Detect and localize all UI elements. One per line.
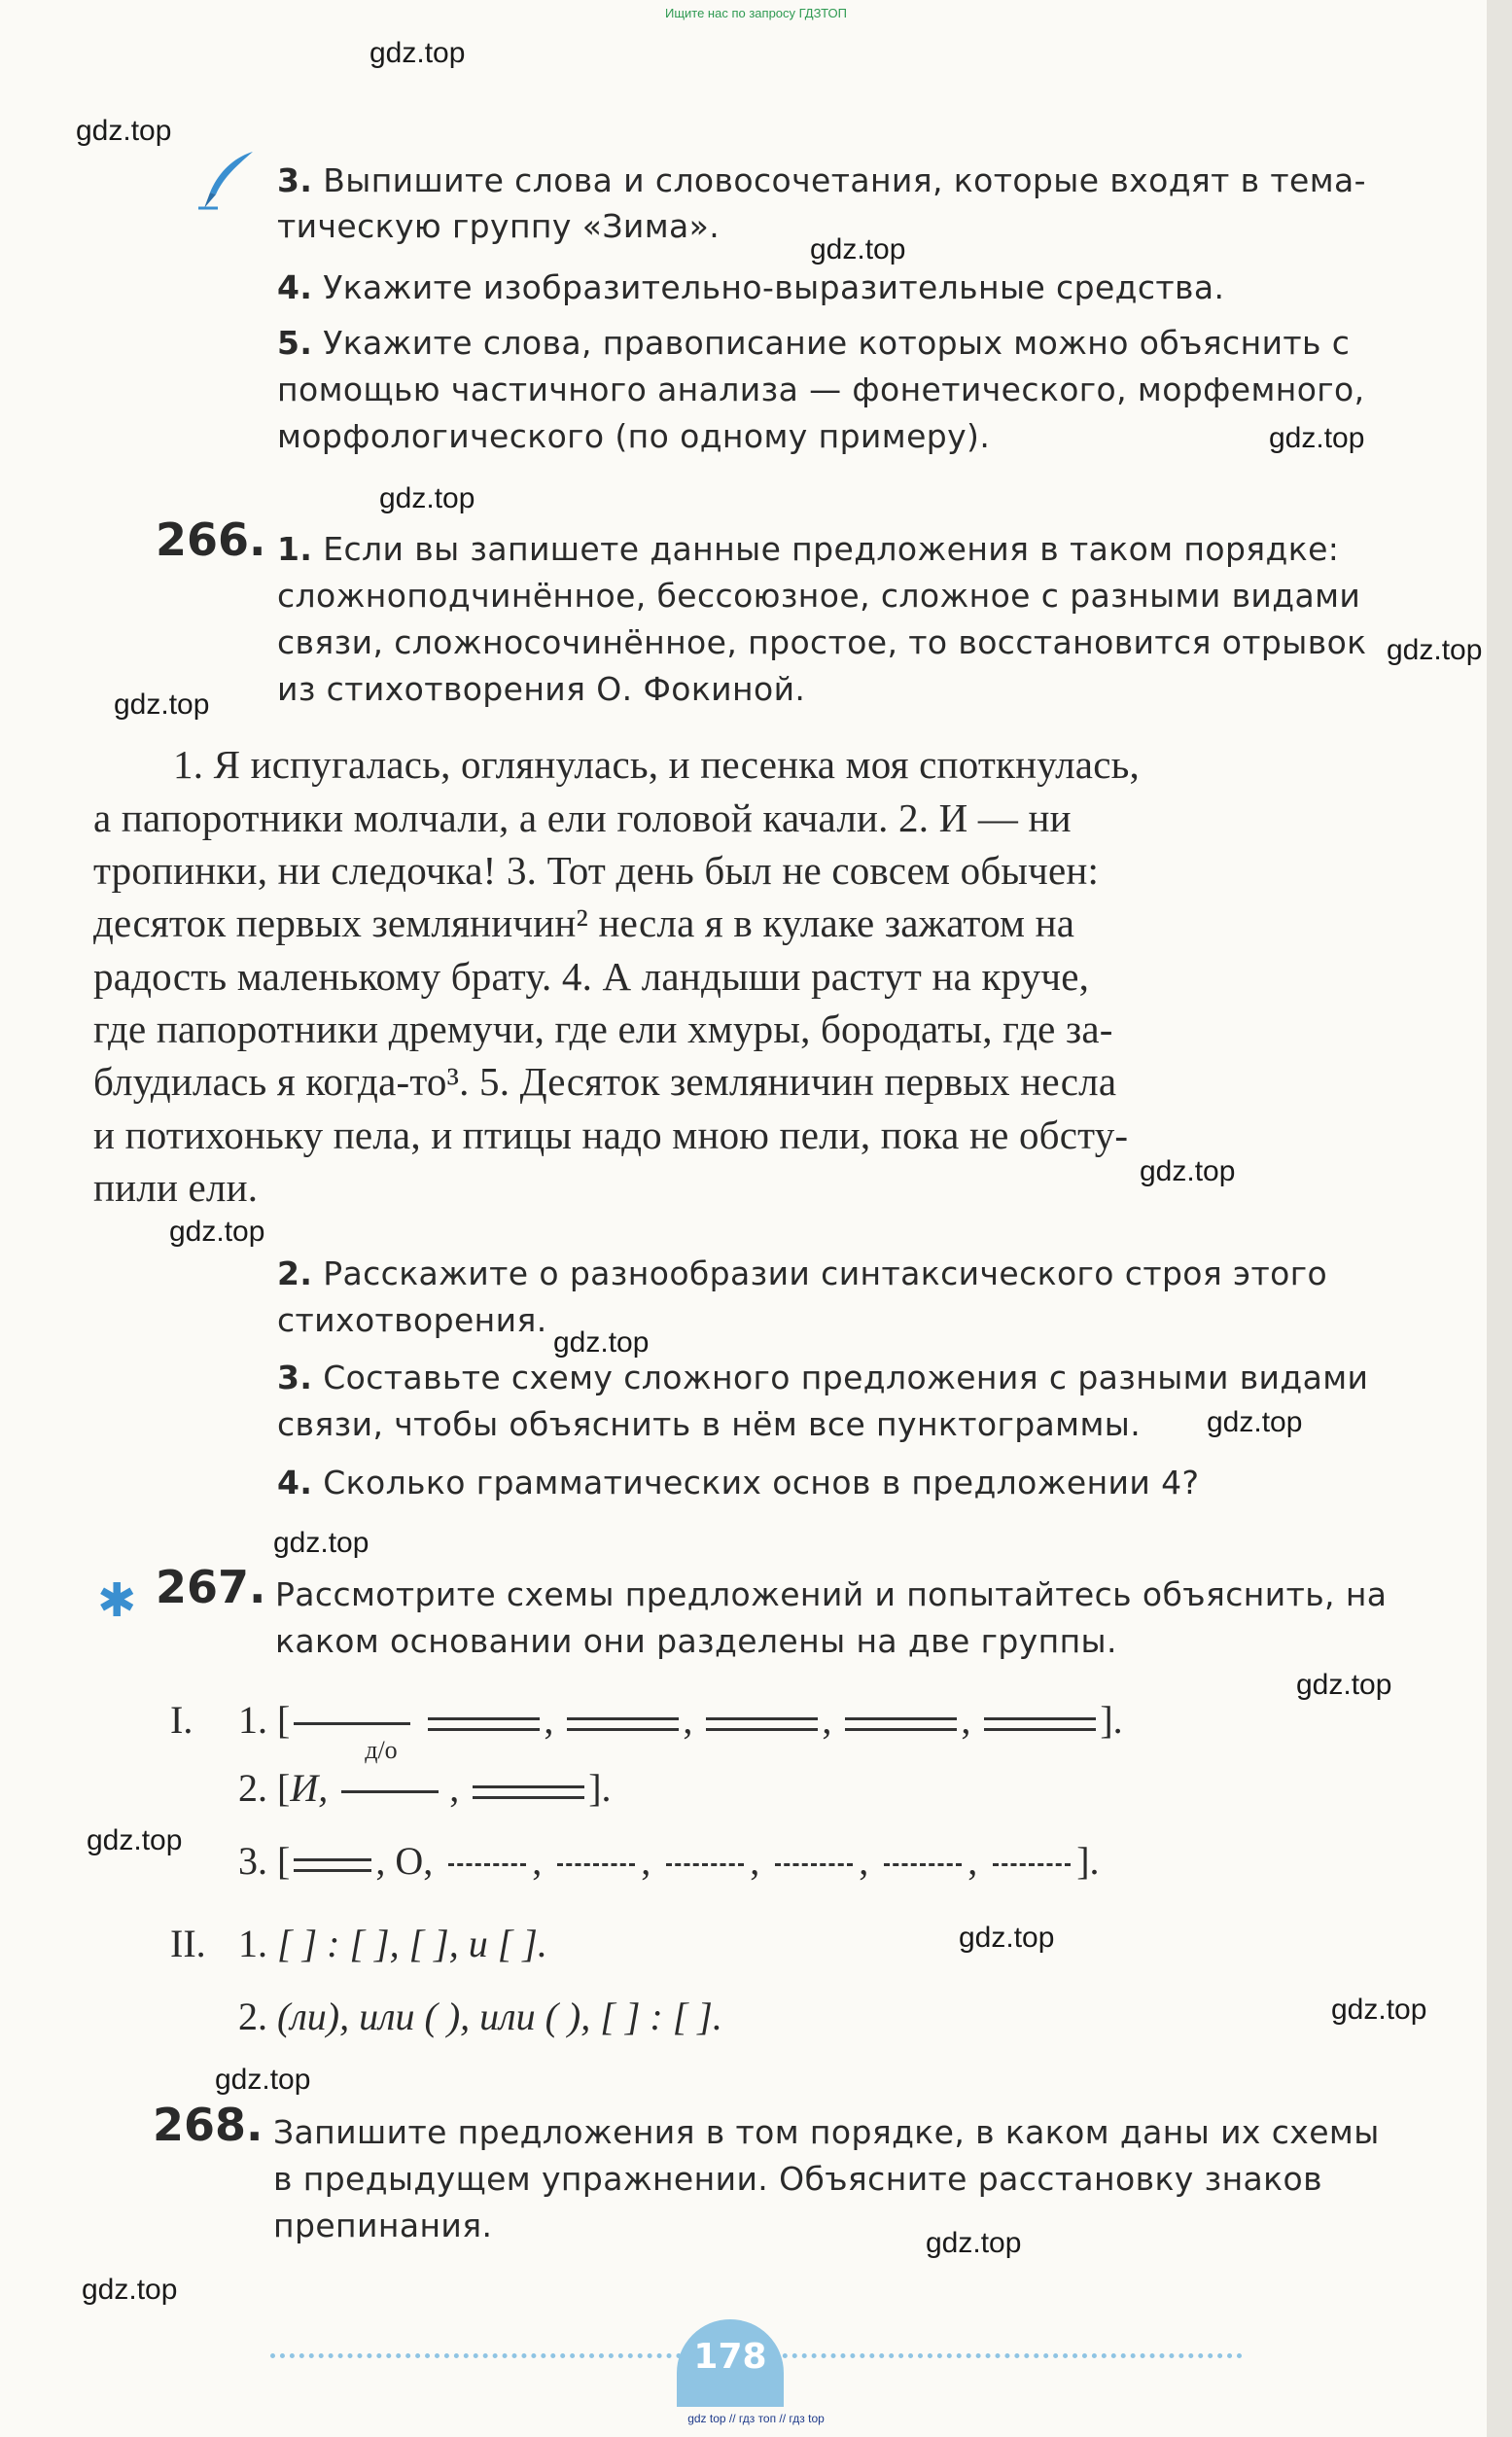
- watermark: gdz.top: [810, 233, 906, 265]
- poem-line: тропинки, ни следочка! 3. Тот день был не совсем обычен:: [93, 848, 1100, 893]
- watermark: gdz.top: [82, 2274, 178, 2306]
- watermark: gdz.top: [1140, 1155, 1236, 1187]
- scheme-row: 3. [ , О, , , , , , ].: [238, 1839, 1100, 1883]
- task-item: 3. Составьте схему сложного предложения с разными видами: [277, 1359, 1369, 1396]
- page-number: 178: [677, 2319, 784, 2407]
- poem-line: блудилась я когда-то³. 5. Десяток земляничин первых несла: [93, 1059, 1117, 1104]
- scheme-row: 2. (ли), или ( ), или ( ), [ ] : [ ].: [238, 1995, 722, 2038]
- watermark: gdz.top: [1331, 1994, 1427, 2026]
- exercise-number: 266.: [156, 513, 266, 566]
- watermark: gdz.top: [215, 2064, 311, 2096]
- header-note: Ищите нас по запросу ГДЗТОП: [664, 6, 847, 20]
- task-item-line: помощью частичного анализа — фонетического, морфемного,: [277, 371, 1365, 408]
- task-item-line: связи, чтобы объяснить в нём все пунктограммы.: [277, 1405, 1142, 1443]
- poem-line: и потихоньку пела, и птицы надо мною пели, пока не обсту-: [93, 1113, 1129, 1157]
- task-item: 2. Расскажите о разнообразии синтаксического строя этого: [277, 1254, 1328, 1292]
- exercise-text: Запишите предложения в том порядке, в каком даны их схемы: [273, 2113, 1380, 2151]
- exercise-number: 267.: [156, 1561, 266, 1613]
- watermark: gdz.top: [1296, 1669, 1392, 1701]
- page-edge: [1487, 0, 1512, 2437]
- scheme-row: 1. [ ] : [ ], [ ], и [ ].: [238, 1922, 547, 1965]
- exercise-intro: 1. Если вы запишете данные предложения в таком порядке:: [277, 530, 1340, 568]
- task-item: 4. Укажите изобразительно-выразительные средства.: [277, 268, 1225, 306]
- task-item: 4. Сколько грамматических основ в предложении 4?: [277, 1464, 1200, 1501]
- poem-line: десяток первых земляничин² несла я в кулаке зажатом на: [93, 901, 1075, 945]
- quill-pen-icon: [194, 148, 263, 216]
- watermark: gdz.top: [273, 1527, 369, 1559]
- footer-note: gdz top // гдз топ // гдз top: [687, 2412, 825, 2425]
- scheme-group-label: II.: [170, 1922, 206, 1965]
- poem-line: пили ели.: [93, 1165, 259, 1210]
- watermark: gdz.top: [169, 1216, 265, 1248]
- exercise-intro-line: связи, сложносочинённое, простое, то восстановится отрывок: [277, 623, 1367, 661]
- watermark: gdz.top: [1207, 1406, 1303, 1438]
- poem-line: а папоротники молчали, а ели головой качали. 2. И — ни: [93, 795, 1072, 840]
- watermark: gdz.top: [369, 37, 466, 69]
- exercise-text: каком основании они разделены на две группы.: [275, 1622, 1117, 1660]
- exercise-number: 268.: [153, 2099, 264, 2151]
- watermark: gdz.top: [959, 1922, 1055, 1954]
- watermark: gdz.top: [1387, 634, 1483, 666]
- poem-line: радость маленькому брату. 4. А ландыши растут на круче,: [93, 954, 1090, 999]
- task-item: 5. Укажите слова, правописание которых можно объяснить с: [277, 324, 1351, 362]
- exercise-intro-line: из стихотворения О. Фокиной.: [277, 670, 806, 708]
- task-item-line: морфологического (по одному примеру).: [277, 417, 991, 455]
- task-item-line: стихотворения.: [277, 1301, 547, 1339]
- exercise-intro-line: сложноподчинённое, бессоюзное, сложное с разными видами: [277, 577, 1361, 615]
- poem-line: где папоротники дремучи, где ели хмуры, бородаты, где за-: [93, 1007, 1113, 1051]
- scheme-row: 1. [ , , , , ].: [238, 1698, 1123, 1742]
- watermark: gdz.top: [114, 689, 210, 721]
- exercise-text: препинания.: [273, 2207, 493, 2244]
- watermark: gdz.top: [1269, 422, 1365, 454]
- scheme-row: 2. [И, д/о , ].: [238, 1736, 612, 1810]
- watermark: gdz.top: [76, 115, 172, 147]
- exercise-text: Рассмотрите схемы предложений и попытайтесь объяснить, на: [275, 1575, 1388, 1613]
- exercise-text: в предыдущем упражнении. Объясните расстановку знаков: [273, 2160, 1322, 2198]
- watermark: gdz.top: [379, 482, 475, 514]
- watermark: gdz.top: [87, 1824, 183, 1856]
- task-item-line: тическую группу «Зима».: [277, 207, 721, 245]
- watermark: gdz.top: [553, 1326, 650, 1359]
- task-item: 3. Выпишите слова и словосочетания, которые входят в тема-: [277, 161, 1366, 199]
- watermark: gdz.top: [926, 2227, 1022, 2259]
- scheme-group-label: I.: [170, 1698, 193, 1742]
- poem-line: 1. Я испугалась, оглянулась, и песенка моя споткнулась,: [173, 742, 1140, 787]
- asterisk-icon: ✱: [97, 1573, 137, 1628]
